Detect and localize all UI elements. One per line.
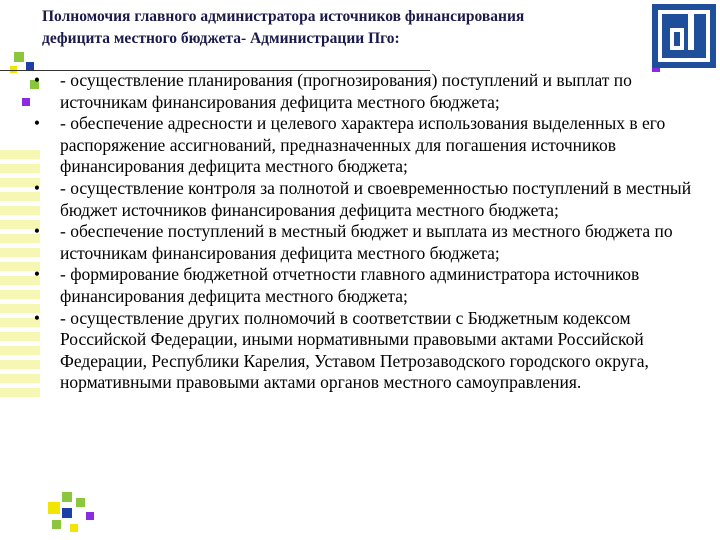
list-item-text: - осуществление других полномочий в соответствии с Бюджетным кодексом Российской Федерации, иными нормативными правовыми актами Российской Федерации, Республики Карелия, Уставом Петрозаводского городского округа, нормативными правовыми актами органов местного самоуправления.	[60, 307, 649, 393]
title-line-1: Полномочия главного администратора источников финансирования	[42, 8, 525, 25]
title-line-2: дефицита местного бюджета- Администрации Пго:	[42, 30, 400, 47]
list-item	[30, 308, 695, 394]
list-item-text: - осуществление контроля за полнотой и своевременностью поступлений в местный бюджет источников финансирования дефицита местного бюджета;	[60, 177, 692, 220]
decorative-square	[70, 524, 78, 532]
list-item	[30, 221, 695, 264]
page-title	[42, 6, 662, 50]
list-item-text: - формирование бюджетной отчетности главного администратора источников финансирования дефицита местного бюджета;	[60, 264, 640, 306]
list-item	[30, 113, 695, 178]
authority-list	[30, 70, 695, 394]
bullet-icon: •	[33, 177, 41, 198]
list-item	[30, 178, 695, 221]
list-item-text: - обеспечение адресности и целевого характера использования выделенных в его распоряжение ассигнований, предназначенных для погашения источников финансирования дефицита местного бюджета;	[60, 113, 666, 177]
decorative-square	[14, 52, 24, 62]
decorative-square	[48, 502, 60, 514]
decorative-square	[62, 492, 72, 502]
decorative-square	[76, 498, 85, 507]
decorative-square	[86, 512, 94, 520]
list-item-text: - обеспечение поступлений в местный бюджет и выплата из местного бюджета по источникам финансирования дефицита местного бюджета;	[60, 221, 673, 263]
list-item-text: - осуществление планирования (прогнозирования) поступлений и выплат по источникам финансирования дефицита местного бюджета;	[60, 70, 632, 112]
decorative-square	[22, 98, 30, 106]
list-item	[30, 70, 695, 113]
bullet-icon: •	[33, 221, 41, 242]
bullet-icon: •	[33, 264, 41, 285]
bullet-icon: •	[33, 307, 41, 328]
decorative-square	[52, 520, 61, 529]
decorative-square	[62, 508, 72, 518]
bullet-icon: •	[33, 113, 41, 134]
list-item	[30, 264, 695, 307]
decorative-square	[26, 62, 34, 70]
bullet-icon: •	[33, 70, 41, 90]
